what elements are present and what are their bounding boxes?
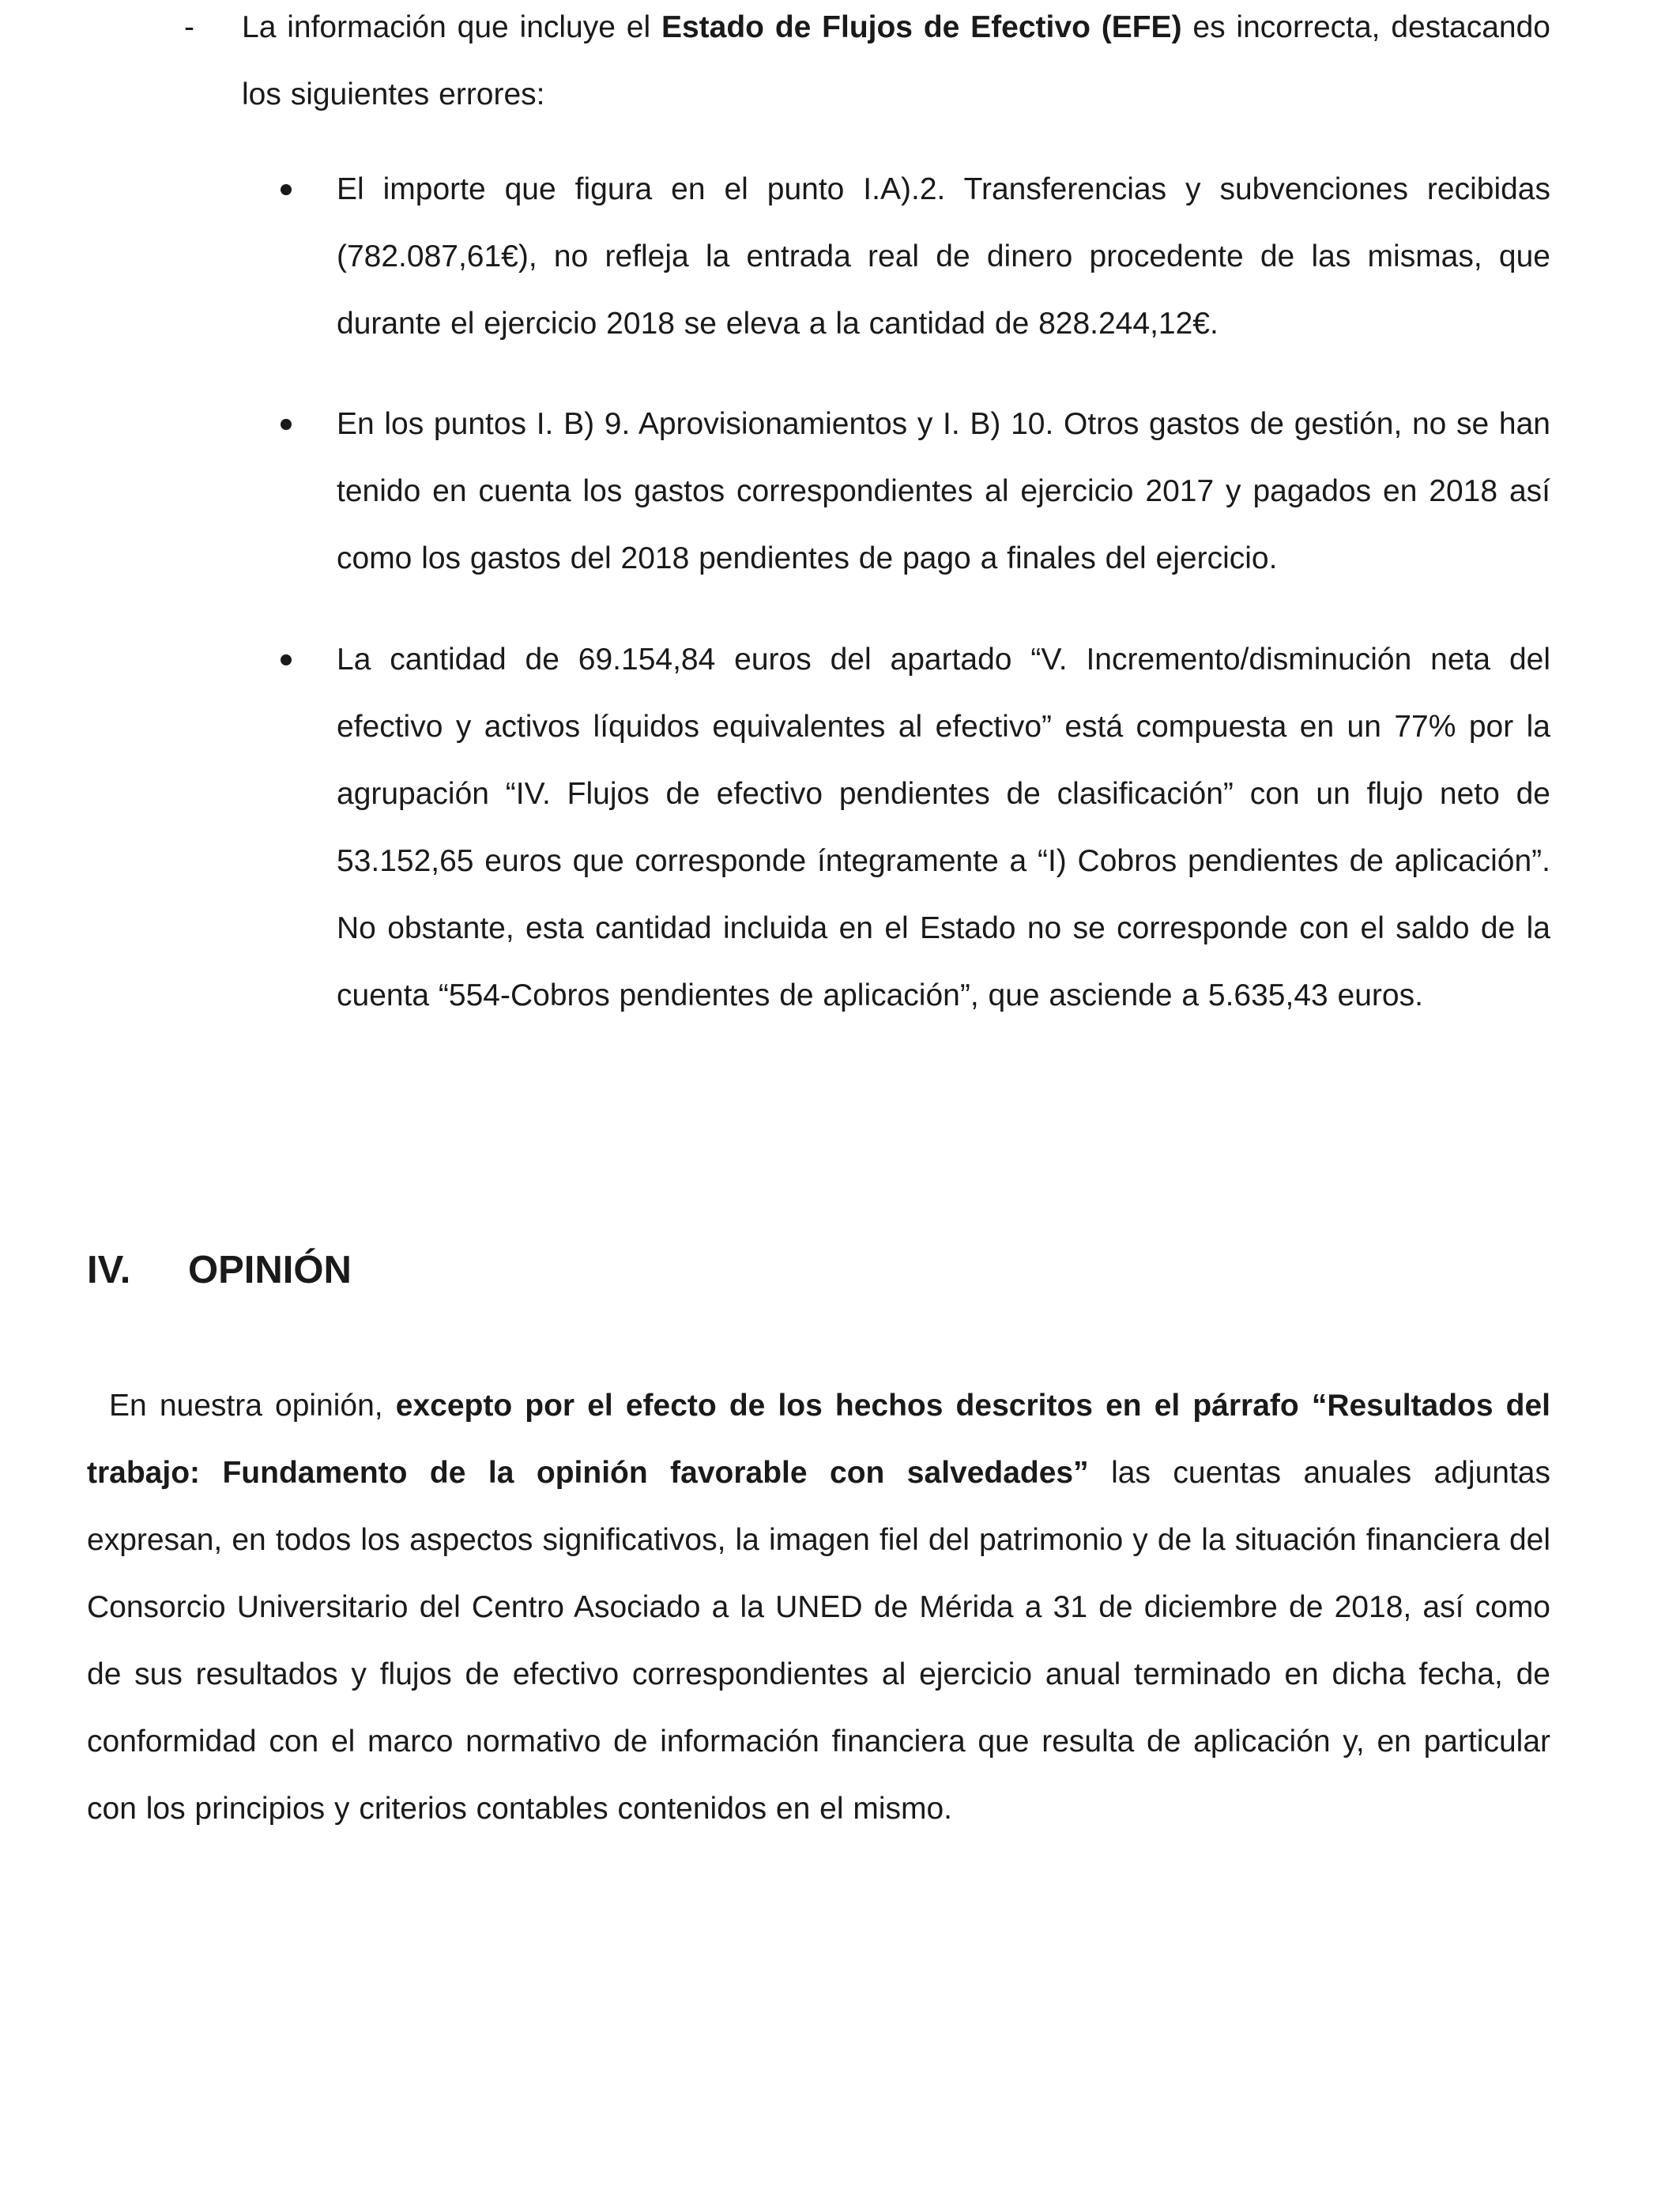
efe-intro-paragraph — [242, 0, 1550, 128]
section-number: IV. — [87, 1249, 131, 1291]
list-dash-marker: - — [184, 10, 194, 44]
bullet-item-transferencias: El importe que figura en el punto I.A).2. Transferencias y subvenciones recibidas (782.087,61€), no refleja la entrada real de dinero procedente de las mismas, que durante el ejercicio 2018 se eleva a la cantidad de 828.244,12€. — [337, 172, 1550, 341]
bullet-item-incremento-efectivo: La cantidad de 69.154,84 euros del apartado “V. Incremento/disminución neta del efectivo y activos líquidos equivalentes al efectivo” está compuesta en un 77% por la agrupación “IV. Flujos de efectivo pendientes de clasificación” con un flujo neto de 53.152,65 euros que corresponde íntegramente a “I) Cobros pendientes de aplicación”. No obstante, esta cantidad incluida en el Estado no se corresponde con el saldo de la cuenta “554-Cobros pendientes de aplicación”, que asciende a 5.635,43 euros. — [337, 643, 1550, 1012]
bullet-icon — [281, 419, 292, 430]
bullet-icon — [281, 654, 292, 665]
efe-intro-text: La información que incluye el — [242, 10, 661, 44]
opinion-bold-text: excepto por el efecto de los hechos descritos en el párrafo “Resultados del trabajo: Fundamento de la opinión favorable con salvedades” — [87, 1389, 1551, 1490]
efe-intro-bold: Estado de Flujos de Efectivo (EFE) — [661, 10, 1182, 44]
bullet-icon — [281, 184, 292, 195]
opinion-paragraph — [87, 1372, 1550, 1842]
efe-intro-text-end: es incorrecta, destacando los siguientes errores: — [242, 10, 1550, 111]
opinion-text-end: las cuentas anuales adjuntas expresan, en todos los aspectos significativos, la imagen fiel del patrimonio y de la situación financiera del Consorcio Universitario del Centro Asociado a la UNED de Mérida a 31 de diciembre de 2018, así como de sus resultados y flujos de efectivo correspondientes al ejercicio anual terminado en dicha fecha, de conformidad con el marco normativo de información financiera que resulta de aplicación y, en particular con los principios y criterios contables contenidos en el mismo. — [87, 1456, 1550, 1826]
opinion-text-start: En nuestra opinión, — [109, 1389, 396, 1423]
bullet-item-aprovisionamientos: En los puntos I. B) 9. Aprovisionamientos y I. B) 10. Otros gastos de gestión, no se han tenido en cuenta los gastos correspondientes al ejercicio 2017 y pagados en 2018 así como los gastos del 2018 pendientes de pago a finales del ejercicio. — [337, 407, 1550, 575]
section-heading-opinion — [87, 1238, 352, 1302]
section-title: OPINIÓN — [188, 1249, 352, 1291]
